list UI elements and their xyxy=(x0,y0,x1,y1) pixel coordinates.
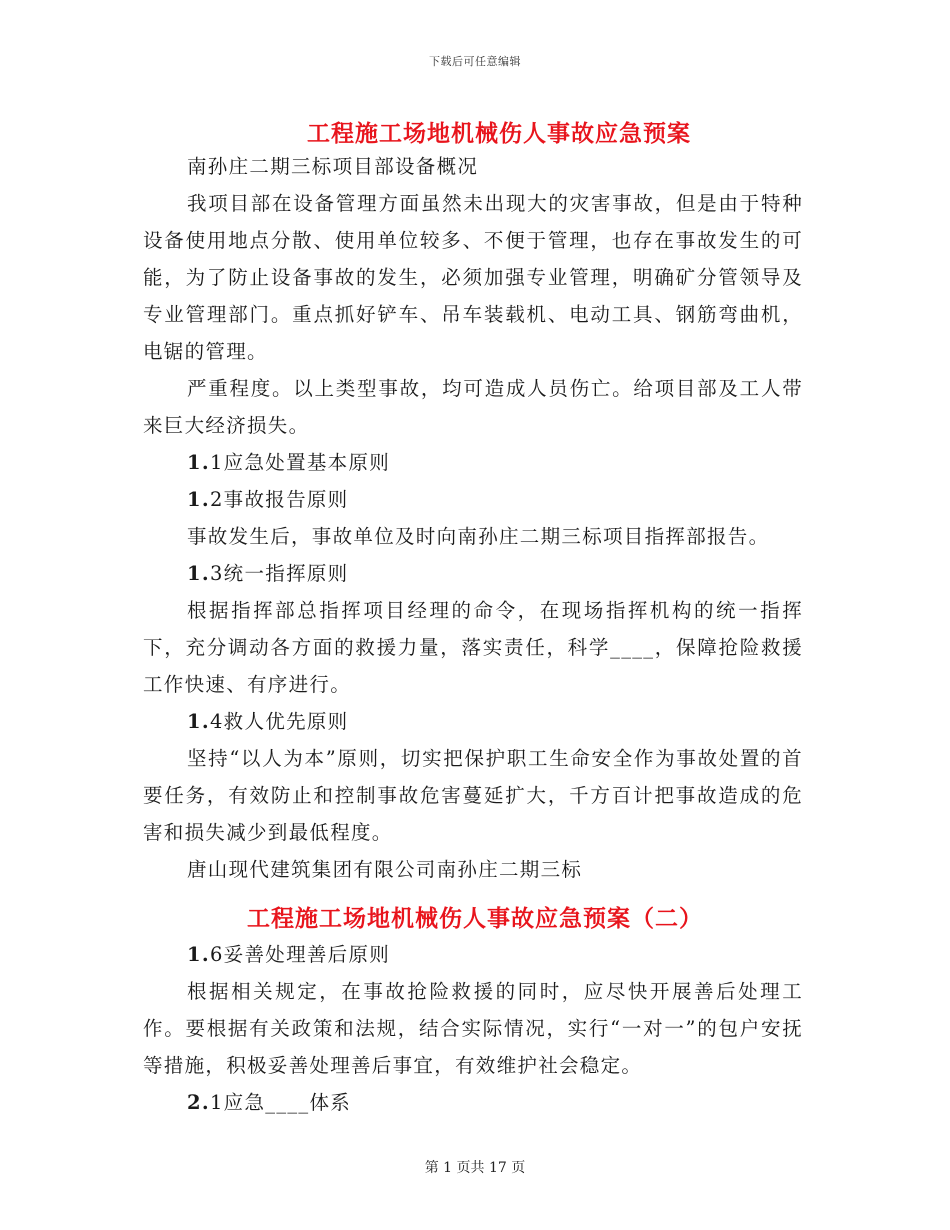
section-2-body xyxy=(143,936,803,1121)
heading-1-4 xyxy=(143,703,803,740)
heading-text: 4救人优先原则 xyxy=(209,710,349,733)
heading-number: 1. xyxy=(187,943,210,966)
heading-number: 1. xyxy=(187,710,210,733)
heading-text: 1应急____体系 xyxy=(209,1091,352,1114)
section-1-body xyxy=(143,148,803,888)
heading-1-2 xyxy=(143,481,803,518)
paragraph-rescue: 坚持“以人为本”原则，切实把保护职工生命安全作为事故处置的首要任务，有效防止和控制事故危害蔓延扩大，千方百计把事故造成的危害和损失减少到最低程度。 xyxy=(143,747,803,844)
header-note: 下载后可任意编辑 xyxy=(429,55,521,68)
heading-1-3 xyxy=(143,555,803,592)
heading-1-6 xyxy=(143,936,803,973)
paragraph-report: 事故发生后，事故单位及时向南孙庄二期三标项目指挥部报告。 xyxy=(187,525,770,548)
heading-text: 1应急处置基本原则 xyxy=(209,451,391,474)
heading-text: 6妥善处理善后原则 xyxy=(209,943,391,966)
paragraph-command: 根据指挥部总指挥项目经理的命令，在现场指挥机构的统一指挥下，充分调动各方面的救援力量，落实责任，科学____，保障抢险救援工作快速、有序进行。 xyxy=(143,599,803,696)
paragraph-aftermath: 根据相关规定，在事故抢险救援的同时，应尽快开展善后处理工作。要根据有关政策和法规，结合实际情况，实行“一对一”的包户安抚等措施，积极妥善处理善后事宜，有效维护社会稳定。 xyxy=(143,980,803,1077)
heading-number: 1. xyxy=(187,562,210,585)
document-title: 工程施工场地机械伤人事故应急预案 xyxy=(307,120,691,147)
paragraph-equipment: 我项目部在设备管理方面虽然未出现大的灾害事故，但是由于特种设备使用地点分散、使用单位较多、不便于管理，也存在事故发生的可能，为了防止设备事故的发生，必须加强专业管理，明确矿分管领导及专业管理部门。重点抓好铲车、吊车装载机、电动工具、钢筋弯曲机，电锯的管理。 xyxy=(143,192,803,363)
page-footer: 第 1 页共 17 页 xyxy=(424,1160,526,1176)
heading-number: 1. xyxy=(187,488,210,511)
heading-2-1 xyxy=(143,1084,803,1121)
heading-number: 1. xyxy=(187,451,210,474)
heading-number: 2. xyxy=(187,1091,210,1114)
heading-text: 3统一指挥原则 xyxy=(209,562,349,585)
paragraph-company: 唐山现代建筑集团有限公司南孙庄二期三标 xyxy=(187,858,583,881)
paragraph-severity: 严重程度。以上类型事故，均可造成人员伤亡。给项目部及工人带来巨大经济损失。 xyxy=(143,377,803,437)
heading-text: 2事故报告原则 xyxy=(209,488,349,511)
document-title-2: 工程施工场地机械伤人事故应急预案（二） xyxy=(247,905,703,932)
heading-1-1 xyxy=(143,444,803,481)
paragraph-overview: 南孙庄二期三标项目部设备概况 xyxy=(187,155,479,178)
